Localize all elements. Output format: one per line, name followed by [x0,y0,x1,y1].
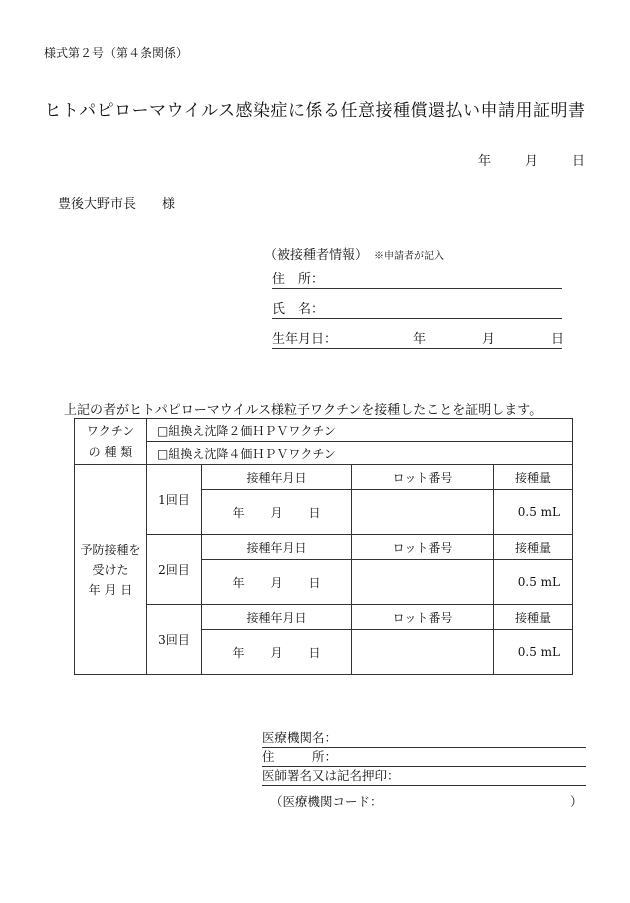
vaccination-table [74,418,573,675]
vaccine-option-label: 組換え沈降２価ＨＰＶワクチン [168,423,336,438]
lot-number-2[interactable] [352,560,494,605]
form-number: 様式第２号（第４条関係） [44,46,189,60]
checkbox-icon[interactable]: □ [157,423,169,438]
vaccine-option-quadrivalent[interactable] [147,442,573,465]
patient-info-heading [264,244,444,263]
date-header: 接種年月日 [202,465,352,490]
patient-address-field[interactable] [272,270,562,289]
dose-amount-1: 0.5 mL [494,490,573,535]
clinic-name-field[interactable] [262,731,586,748]
dose-date-1[interactable]: 年 月 日 [202,490,352,535]
lot-header: ロット番号 [352,465,494,490]
vaccine-type-label: ワクチン の 種 類 [75,419,147,465]
patient-address-label: 住 所： [272,272,325,287]
addressee: 豊後大野市長 様 [58,197,176,212]
vaccination-date-label: 予防接種を 受けた 年 月 日 [75,465,147,675]
dob-month-label: 月 [482,332,496,347]
clinic-address-field[interactable] [262,750,586,767]
dob-year-label: 年 [413,332,427,347]
lot-header: ロット番号 [352,535,494,560]
patient-name-field[interactable] [272,300,562,319]
patient-heading-text: （被接種者情報） [264,248,369,263]
patient-dob-label: 生年月日： [272,332,338,347]
date-header: 接種年月日 [202,535,352,560]
clinic-code-label: （医療機関コード： [270,794,383,809]
date-month-label: 月 [525,154,539,169]
dose-label-3: 3回目 [147,605,202,675]
vaccine-option-bivalent[interactable] [147,419,573,442]
clinic-code-close: ） [570,794,583,809]
date-year-label: 年 [478,154,492,169]
patient-heading-note: ※申請者が記入 [374,251,445,262]
vaccine-option-label: 組換え沈降４価ＨＰＶワクチン [168,446,336,461]
doctor-signature-field[interactable] [262,769,586,786]
clinic-name-label: 医療機関名： [262,730,338,745]
date-header: 接種年月日 [202,605,352,630]
dose-label-1: 1回目 [147,465,202,535]
dose-amount-3: 0.5 mL [494,630,573,675]
page-title: ヒトパピローマウイルス感染症に係る任意接種償還払い申請用証明書 [44,101,586,121]
issue-date [478,150,585,169]
lot-number-1[interactable] [352,490,494,535]
clinic-address-label: 住 所： [262,749,338,764]
doctor-signature-label: 医師署名又は記名押印： [262,768,400,783]
dob-day-label: 日 [551,332,565,347]
amount-header: 接種量 [494,605,573,630]
dose-date-2[interactable]: 年 月 日 [202,560,352,605]
certification-statement: 上記の者がヒトパピローマウイルス様粒子ワクチンを接種したことを証明します。 [64,403,543,418]
dose-date-3[interactable]: 年 月 日 [202,630,352,675]
amount-header: 接種量 [494,535,573,560]
patient-name-label: 氏 名： [272,302,325,317]
patient-dob-field[interactable] [272,330,565,349]
date-day-label: 日 [572,154,586,169]
dose-label-2: 2回目 [147,535,202,605]
amount-header: 接種量 [494,465,573,490]
lot-number-3[interactable] [352,630,494,675]
lot-header: ロット番号 [352,605,494,630]
dose-amount-2: 0.5 mL [494,560,573,605]
checkbox-icon[interactable]: □ [157,446,169,461]
